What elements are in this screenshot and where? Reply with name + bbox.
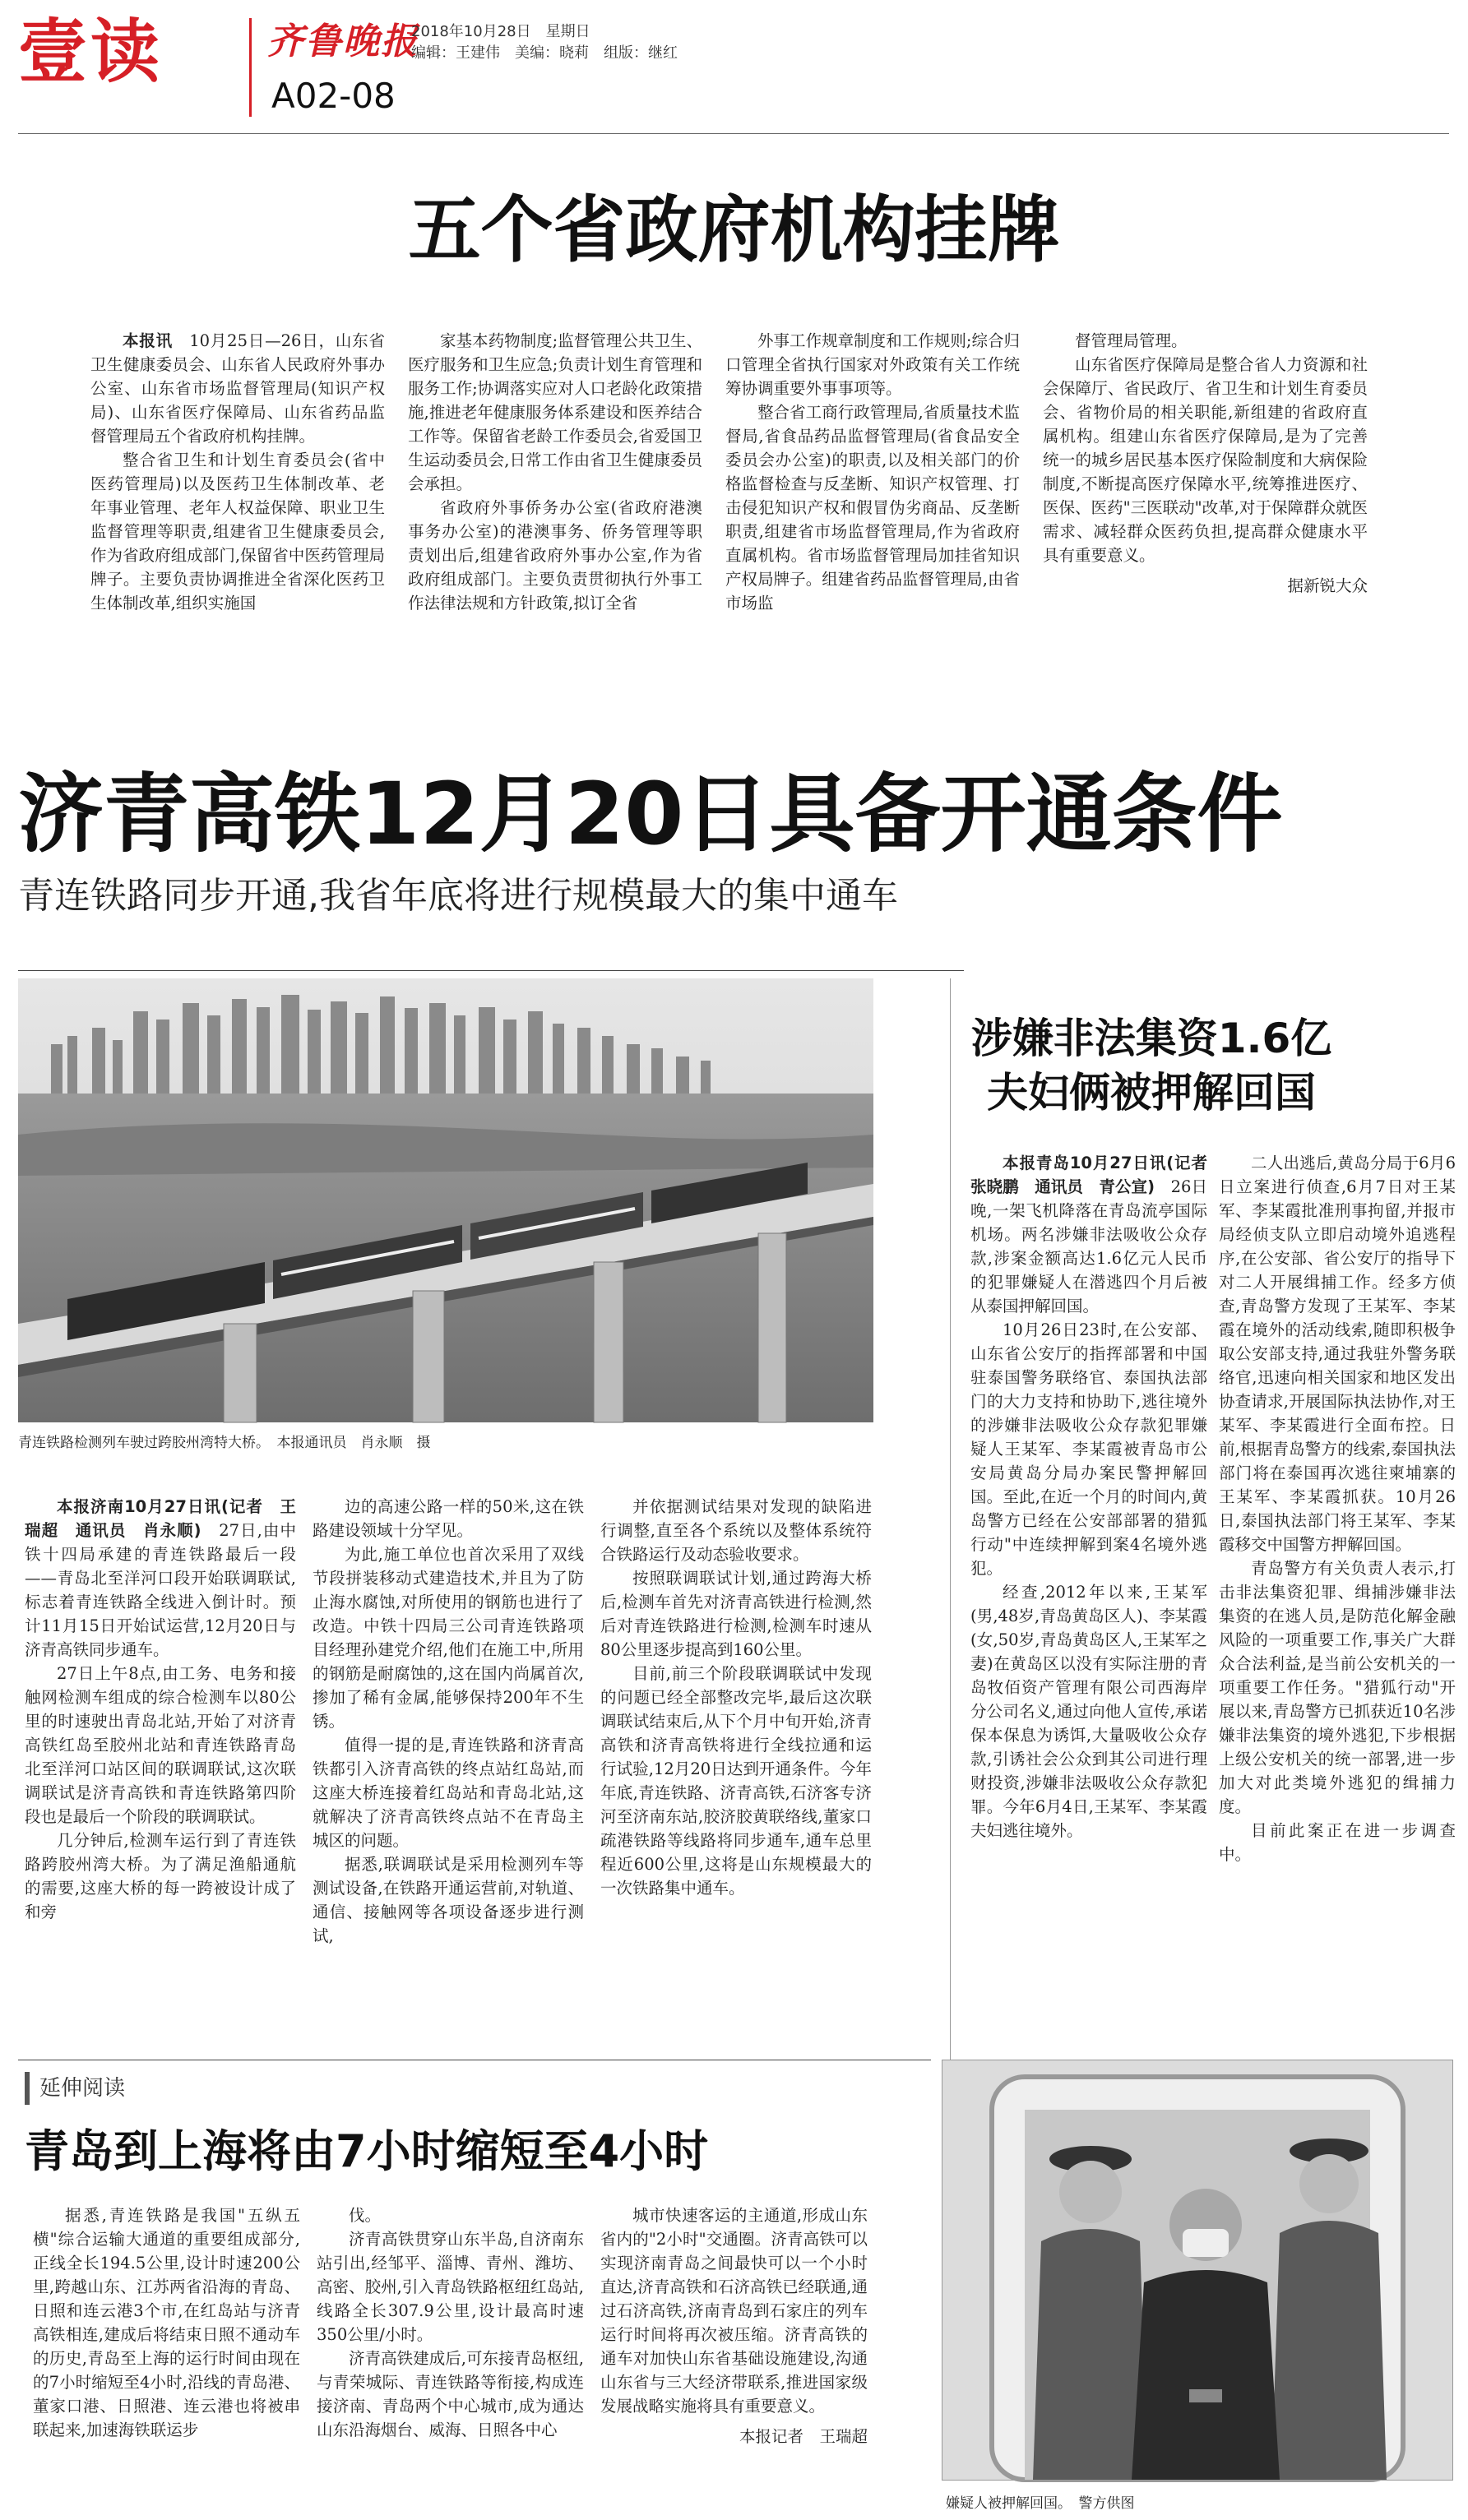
article3-column-1 — [33, 2203, 300, 2508]
sidebar-column-1 — [970, 1151, 1224, 2047]
newspaper-logo: 齐鲁晚报 — [267, 21, 419, 62]
paragraph: 青岛警方有关负责人表示,打击非法集资犯罪、缉捕涉嫌非法集资的在逃人员,是防范化解金融风险的一项重要工作,事关广大群众合法利益,是当前公安机关的一项重要工作任务。"猎狐行动"开展以来,青岛警方已抓获近10名涉嫌非法集资的境外逃犯,下步根据上级公安机关的统一部署,进一步加大对此类境外逃犯的缉捕力度。 — [1219, 1559, 1456, 1816]
article2-column-2 — [313, 1495, 584, 2004]
masthead-divider — [249, 18, 252, 117]
paragraph: 城市快速客运的主通道,形成山东省内的"2小时"交通圈。济青高铁可以实现济南青岛之间最快可以一个小时直达,济青高铁和石济高铁已经联通,通过石济高铁,济南青岛到石家庄的列车运行时间将再次被压缩。济青高铁的通车对加快山东省基础设施建设,沟通山东省与三大经济带联系,推进国家级发展战略实施将具有重要意义。 — [600, 2206, 868, 2416]
paragraph: 督管理局管理。 — [1075, 331, 1188, 350]
paragraph: 经查,2012年以来,王某军(男,48岁,青岛黄岛区人)、李某霞(女,50岁,青岛黄岛区人,王某军之妻)在黄岛区以没有实际注册的青岛牧佰资产管理有限公司西海岸分公司名义,通过向他人宣传,承诺保本保息为诱饵,大量吸收公众存款,引诱社会公众到其公司进行理财投资,涉嫌非法吸收公众存款犯罪。今年6月4日,王某军、李某霞夫妇逃往境外。 — [970, 1583, 1207, 1840]
article1-column-2 — [408, 329, 702, 691]
section-name: 壹读 — [18, 12, 164, 92]
paragraph: 济青高铁贯穿山东半岛,自济南东站引出,经邹平、淄博、青州、潍坊、高密、胶州,引入青岛铁路枢纽红岛站,线路全长307.9公里,设计最高时速350公里/小时。 — [317, 2230, 584, 2344]
issue-date: 2018年10月28日 星期日 — [411, 23, 590, 40]
bridge-train-image — [18, 978, 873, 1422]
suspect-photo-caption: 嫌疑人被押解回国。 警方供图 — [946, 2495, 1135, 2512]
paragraph: 10月25日—26日，山东省卫生健康委员会、山东省人民政府外事办公室、山东省市场监督管理局(知识产权局)、山东省医疗保障局、山东省药品监督管理局五个省政府机构挂牌。 — [90, 331, 385, 446]
article2-headline: 济青高铁12月20日具备开通条件 — [18, 764, 1283, 864]
paragraph: 并依据测试结果对发现的缺陷进行调整,直至各个系统以及整体系统符合铁路运行及动态验收要求。 — [600, 1497, 872, 1564]
paragraph: 省政府外事侨务办公室(省政府港澳事务办公室)的港澳事务、侨务管理等职责划出后,组建省政府外事办公室,作为省政府组成部门。主要负责贯彻执行外事工作法律法规和方针政策,拟订全省 — [408, 498, 702, 613]
dateline: 本报讯 — [123, 331, 173, 350]
article2-rule — [18, 970, 964, 971]
article1-column-1 — [90, 329, 385, 691]
source-byline: 据新锐大众 — [1287, 576, 1368, 595]
sidebar-headline-line1: 涉嫌非法集资1.6亿 — [970, 1015, 1332, 1062]
paragraph: 整合省工商行政管理局,省质量技术监督局,省食品药品监督管理局(省食品安全委员会办公室)的职责,以及相关部门的价格监督检查与反垄断、知识产权管理、打击侵犯知识产权和假冒伪劣商品、反垄断职责,组建省市场监督管理局,作为省政府直属机构。省市场监督管理局加挂省知识产权局牌子。组建省药品监督管理局,由省市场监 — [725, 403, 1020, 613]
article1-column-3 — [725, 329, 1020, 691]
article2-column-3 — [600, 1495, 872, 2004]
paragraph: 二人出逃后,黄岛分局于6月6日立案进行侦查,6月7日对王某军、李某霞批准刑事拘留,并报市局经侦支队立即启动境外追逃程序,在公安部、省公安厅的指导下对二人开展缉捕工作。经多方侦查,青岛警方发现了王某军、李某霞在境外的活动线索,随即积极争取公安部支持,通过我驻外警务联络官,迅速向相关国家和地区发出协查请求,开展国际执法协作,对王某军、李某霞进行全面布控。日前,根据青岛警方的线索,泰国执法部门将在泰国再次逃往柬埔寨的王某军、李某霞抓获。10月26日,泰国执法部门将王某军、李某霞移交中国警方押解回国。 — [1219, 1154, 1456, 1554]
related-reading-kicker: 延伸阅读 — [25, 2072, 171, 2105]
paragraph: 山东省医疗保障局是整合省人力资源和社会保障厅、省民政厅、省卫生和计划生育委员会、省物价局的相关职能,新组建的省政府直属机构。组建山东省医疗保障局,是为了完善统一的城乡居民基本医疗保险制度和大病保险制度,不断提高医疗保障水平,统筹推进医疗、医保、医药"三医联动"改革,对于保障群众就医需求、减轻群众医药负担,提高群众健康水平具有重要意义。 — [1043, 355, 1368, 565]
paragraph: 26日晚,一架飞机降落在青岛流亭国际机场。两名涉嫌非法吸收公众存款,涉案金额高达1.6亿元人民币的犯罪嫌疑人在潜逃四个月后被从泰国押解回国。 — [970, 1177, 1207, 1315]
paragraph: 27日,由中铁十四局承建的青连铁路最后一段——青岛北至洋河口段开始联调联试,标志着青连铁路全线进入倒计时。预计11月15日开始试运营,12月20日与济青高铁同步通车。 — [25, 1521, 296, 1659]
dateline: 本报济南10月27日讯(记者 王瑞超 通讯员 肖永顺) — [25, 1497, 296, 1540]
article1-headline: 五个省政府机构挂牌 — [408, 187, 1060, 272]
paragraph: 家基本药物制度;监督管理公共卫生、医疗服务和卫生应急;负责计划生育管理和服务工作;协调落实应对人口老龄化政策措施,推进老年健康服务体系建设和医养结合工作等。保留省老龄工作委员会,省爱国卫生运动委员会,日常工作由省卫生健康委员会承担。 — [408, 331, 702, 493]
paragraph: 伐。 — [349, 2206, 382, 2225]
reporter-byline: 本报记者 王瑞超 — [739, 2427, 868, 2446]
paragraph: 按照联调联试计划,通过跨海大桥后,检测车首先对济青高铁进行检测,然后对青连铁路进行检测,检测车时速从80公里逐步提高到160公里。 — [600, 1569, 872, 1659]
paragraph: 目前,前三个阶段联调联试中发现的问题已经全部整改完毕,最后这次联调联试结束后,从下个月中旬开始,济青高铁和济青高铁将进行全线拉通和运行试验,12月20日达到开通条件。今年年底,青连铁路、济青高铁,石济客专济河至济南东站,胶济胶黄联络线,董家口疏港铁路等线路将同步通车,通车总里程近600公里,这将是山东规模最大的一次铁路集中通车。 — [600, 1664, 872, 1898]
paragraph: 目前此案正在进一步调查中。 — [1219, 1821, 1456, 1864]
paragraph: 边的高速公路一样的50米,这在铁路建设领域十分罕见。 — [313, 1497, 584, 1540]
paragraph: 为此,施工单位也首次采用了双线节段拼装移动式建造技术,并且为了防止海水腐蚀,对所使用的钢筋也进行了改造。中铁十四局三公司青连铁路项目经理孙建党介绍,他们在施工中,所用的钢筋是耐腐蚀的,这在国内尚属首次,掺加了稀有金属,能够保持200年不生锈。 — [313, 1545, 584, 1731]
page-number: A02-08 — [271, 76, 396, 116]
article2-column-1 — [25, 1495, 296, 2004]
paragraph: 外事工作规章制度和工作规则;综合归口管理全省执行国家对外政策有关工作统筹协调重要外事事项等。 — [725, 331, 1020, 398]
masthead-rule — [18, 133, 1449, 134]
sidebar-column-2 — [1219, 1151, 1456, 2047]
paragraph: 整合省卫生和计划生育委员会(省中医药管理局)以及医药卫生体制改革、老年事业管理、老年人权益保障、职业卫生监督管理等职责,组建省卫生健康委员会,作为省政府组成部门,保留省中医药管理局牌子。主要负责协调推进全省深化医药卫生体制改革,组织实施国 — [90, 451, 385, 613]
column-separator — [950, 978, 951, 2064]
article3-column-2 — [317, 2203, 584, 2508]
dateline: 本报青岛10月27日讯(记者 张晓鹏 通讯员 青公宣) — [970, 1154, 1224, 1196]
article3-column-3 — [600, 2203, 868, 2508]
article3-headline: 青岛到上海将由7小时缩短至4小时 — [25, 2125, 709, 2177]
suspect-escort-photo — [942, 2060, 1453, 2481]
editor-credits: 编辑：王建伟 美编：晓莉 组版：继红 — [411, 44, 678, 62]
paragraph: 值得一提的是,青连铁路和济青高铁都引入济青高铁的终点站红岛站,而这座大桥连接着红岛站和青岛北站,这就解决了济青高铁终点站不在青岛主城区的问题。 — [313, 1736, 584, 1850]
paragraph: 27日上午8点,由工务、电务和接触网检测车组成的综合检测车以80公里的时速驶出青岛北站,开始了对济青高铁红岛至胶州北站和青连铁路青岛北至洋河口站区间的联调联试,这次联调联试是济青高铁和青连铁路第四阶段也是最后一个阶段的联调联试。 — [25, 1664, 296, 1826]
sidebar-headline-line2: 夫妇俩被押解回国 — [987, 1069, 1316, 1117]
article1-column-4 — [1043, 329, 1368, 691]
paragraph: 10月26日23时,在公安部、山东省公安厅的指挥部署和中国驻泰国警务联络官、泰国执法部门的大力支持和协助下,逃往境外的涉嫌非法吸收公众存款犯罪嫌疑人王某军、李某霞被青岛市公安局黄岛分局办案民警押解回国。至此,在近一个月的时间内,黄岛警方已经在公安部部署的猎狐行动"中连续押解到案4名境外逃犯。 — [970, 1320, 1207, 1578]
paragraph: 几分钟后,检测车运行到了青连铁路跨胶州湾大桥。为了满足渔船通航的需要,这座大桥的每一跨被设计成了和旁 — [25, 1831, 296, 1921]
bridge-train-photo — [18, 978, 873, 1422]
bridge-photo-caption: 青连铁路检测列车驶过跨胶州湾特大桥。 本报通讯员 肖永顺 摄 — [18, 1435, 431, 1451]
suspect-escort-image — [942, 2060, 1452, 2480]
article2-subheadline: 青连铁路同步开通,我省年底将进行规模最大的集中通车 — [18, 875, 898, 917]
paragraph: 据悉,青连铁路是我国"五纵五横"综合运输大通道的重要组成部分,正线全长194.5公里,设计时速200公里,跨越山东、江苏两省沿海的青岛、日照和连云港3个市,在红岛站与济青高铁相连,建成后将结束日照不通动车的历史,青岛至上海的运行时间由现在的7小时缩短至4小时,沿线的青岛港、董家口港、日照港、连云港也将被串联起来,加速海铁联运步 — [33, 2206, 300, 2439]
paragraph: 济青高铁建成后,可东接青岛枢纽,与青荣城际、青连铁路等衔接,构成连接济南、青岛两个中心城市,成为通达山东沿海烟台、威海、日照各中心 — [317, 2349, 584, 2439]
paragraph: 据悉,联调联试是采用检测列车等测试设备,在铁路开通运营前,对轨道、通信、接触网等各项设备逐步进行测试, — [313, 1855, 584, 1945]
